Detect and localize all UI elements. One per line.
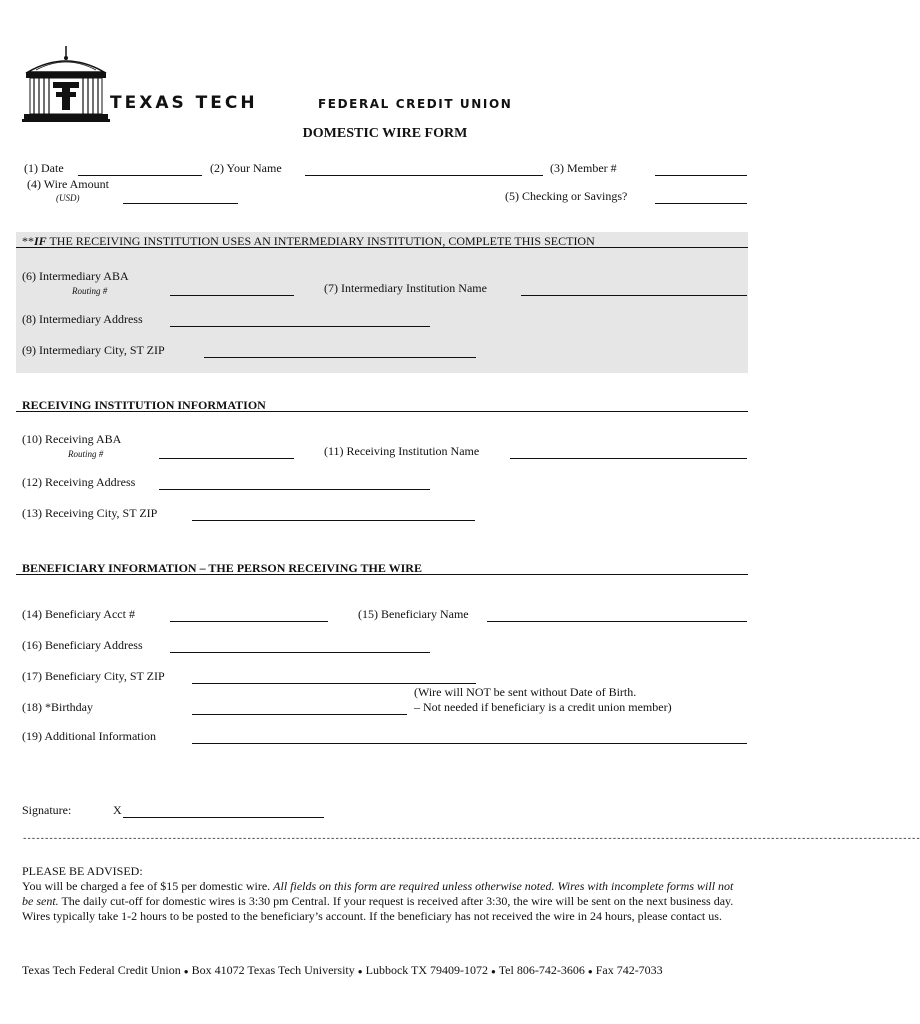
date-field[interactable] [78,161,202,176]
birthday-label: (18) *Birthday [22,700,93,714]
beneficiary-acct-field[interactable] [170,607,328,622]
brand-subtitle: FEDERAL CREDIT UNION [318,97,513,111]
your-name-field[interactable] [305,161,543,176]
receiving-city-label: (13) Receiving City, ST ZIP [22,506,158,520]
date-label: (1) Date [24,161,64,175]
brand-name: TEXAS TECH [110,93,258,113]
additional-info-label: (19) Additional Information [22,729,156,743]
receiving-aba-label: (10) Receiving ABA [22,432,122,446]
birthday-field[interactable] [192,700,407,715]
bullet-icon: ● [357,967,363,976]
additional-info-field[interactable] [192,729,747,744]
bullet-icon: ● [587,967,593,976]
receiving-city-field[interactable] [192,506,475,521]
footer-tel: Tel 806-742-3606 [498,963,585,977]
bullet-icon: ● [183,967,189,976]
footer-contact [22,963,663,978]
beneficiary-address-field[interactable] [170,638,430,653]
receiving-inst-name-field[interactable] [510,444,747,459]
signature-label: Signature: [22,803,72,817]
receiving-inst-name-label: (11) Receiving Institution Name [324,444,480,458]
intermediary-city-label: (9) Intermediary City, ST ZIP [22,343,165,357]
beneficiary-address-label: (16) Beneficiary Address [22,638,143,652]
receiving-address-field[interactable] [159,475,430,490]
receiving-header: RECEIVING INSTITUTION INFORMATION [22,398,266,412]
usd-label: (USD) [56,193,80,203]
dob-note-line-1: (Wire will NOT be sent without Date of Birth. [414,685,637,699]
advisory-notice [22,864,746,924]
wire-amount-label: (4) Wire Amount [27,177,109,191]
dob-note-line-2: – Not needed if beneficiary is a credit union member) [414,700,672,714]
member-field[interactable] [655,161,747,176]
beneficiary-header-rule [16,574,748,575]
intermediary-aba-field[interactable] [170,281,294,296]
beneficiary-acct-label: (14) Beneficiary Acct # [22,607,135,621]
beneficiary-city-label: (17) Beneficiary City, ST ZIP [22,669,165,683]
receiving-aba-field[interactable] [159,444,294,459]
receiving-header-rule [16,411,748,412]
advisory-body: You will be charged a fee of $15 per domestic wire. All fields on this form are required unless otherwise noted. Wires with incomplete forms will not be sent. The daily cut-off for domestic wires is 3:30 pm Central. If your request is received after 3:30, the wire will be sent on the next business day. Wires typically take 1-2 hours to be posted to the beneficiary’s account. If the beneficiary has not received the wire in 24 hours, please contact us. [22,879,734,923]
dashed-divider: ------------------------------------------------------------------------------------------------------------------------------------------------------------------------------------------------------------ [22,834,920,844]
intermediary-header: **IF THE RECEIVING INSTITUTION USES AN INTERMEDIARY INSTITUTION, COMPLETE THIS SECTION [22,234,595,248]
beneficiary-city-field[interactable] [192,669,476,684]
bullet-icon: ● [491,967,496,976]
footer-box: Box 41072 Texas Tech University [191,963,355,977]
footer-fax: Fax 742-7033 [595,963,663,977]
checking-savings-field[interactable] [655,189,747,204]
advisory-heading: PLEASE BE ADVISED: [22,864,143,878]
beneficiary-name-label: (15) Beneficiary Name [358,607,469,621]
intermediary-inst-name-field[interactable] [521,281,747,296]
member-label: (3) Member # [550,161,617,175]
beneficiary-name-field[interactable] [487,607,747,622]
signature-x-mark: X [113,803,122,817]
intermediary-address-label: (8) Intermediary Address [22,312,143,326]
intermediary-address-field[interactable] [170,312,430,327]
footer-city: Lubbock TX 79409-1072 [365,963,489,977]
intermediary-routing-label: Routing # [72,286,108,296]
your-name-label: (2) Your Name [210,161,282,175]
building-double-t-logo-icon [22,46,110,126]
intermediary-header-rule [16,247,748,248]
beneficiary-header: BENEFICIARY INFORMATION – THE PERSON RECEIVING THE WIRE [22,561,422,575]
footer-org: Texas Tech Federal Credit Union [22,963,181,977]
intermediary-aba-label: (6) Intermediary ABA [22,269,129,283]
receiving-address-label: (12) Receiving Address [22,475,136,489]
receiving-routing-label: Routing # [68,449,104,459]
signature-field[interactable] [123,803,324,818]
form-title: DOMESTIC WIRE FORM [302,126,468,141]
intermediary-city-field[interactable] [204,343,476,358]
checking-savings-label: (5) Checking or Savings? [505,189,628,203]
intermediary-inst-name-label: (7) Intermediary Institution Name [324,281,487,295]
wire-amount-field[interactable] [123,189,238,204]
